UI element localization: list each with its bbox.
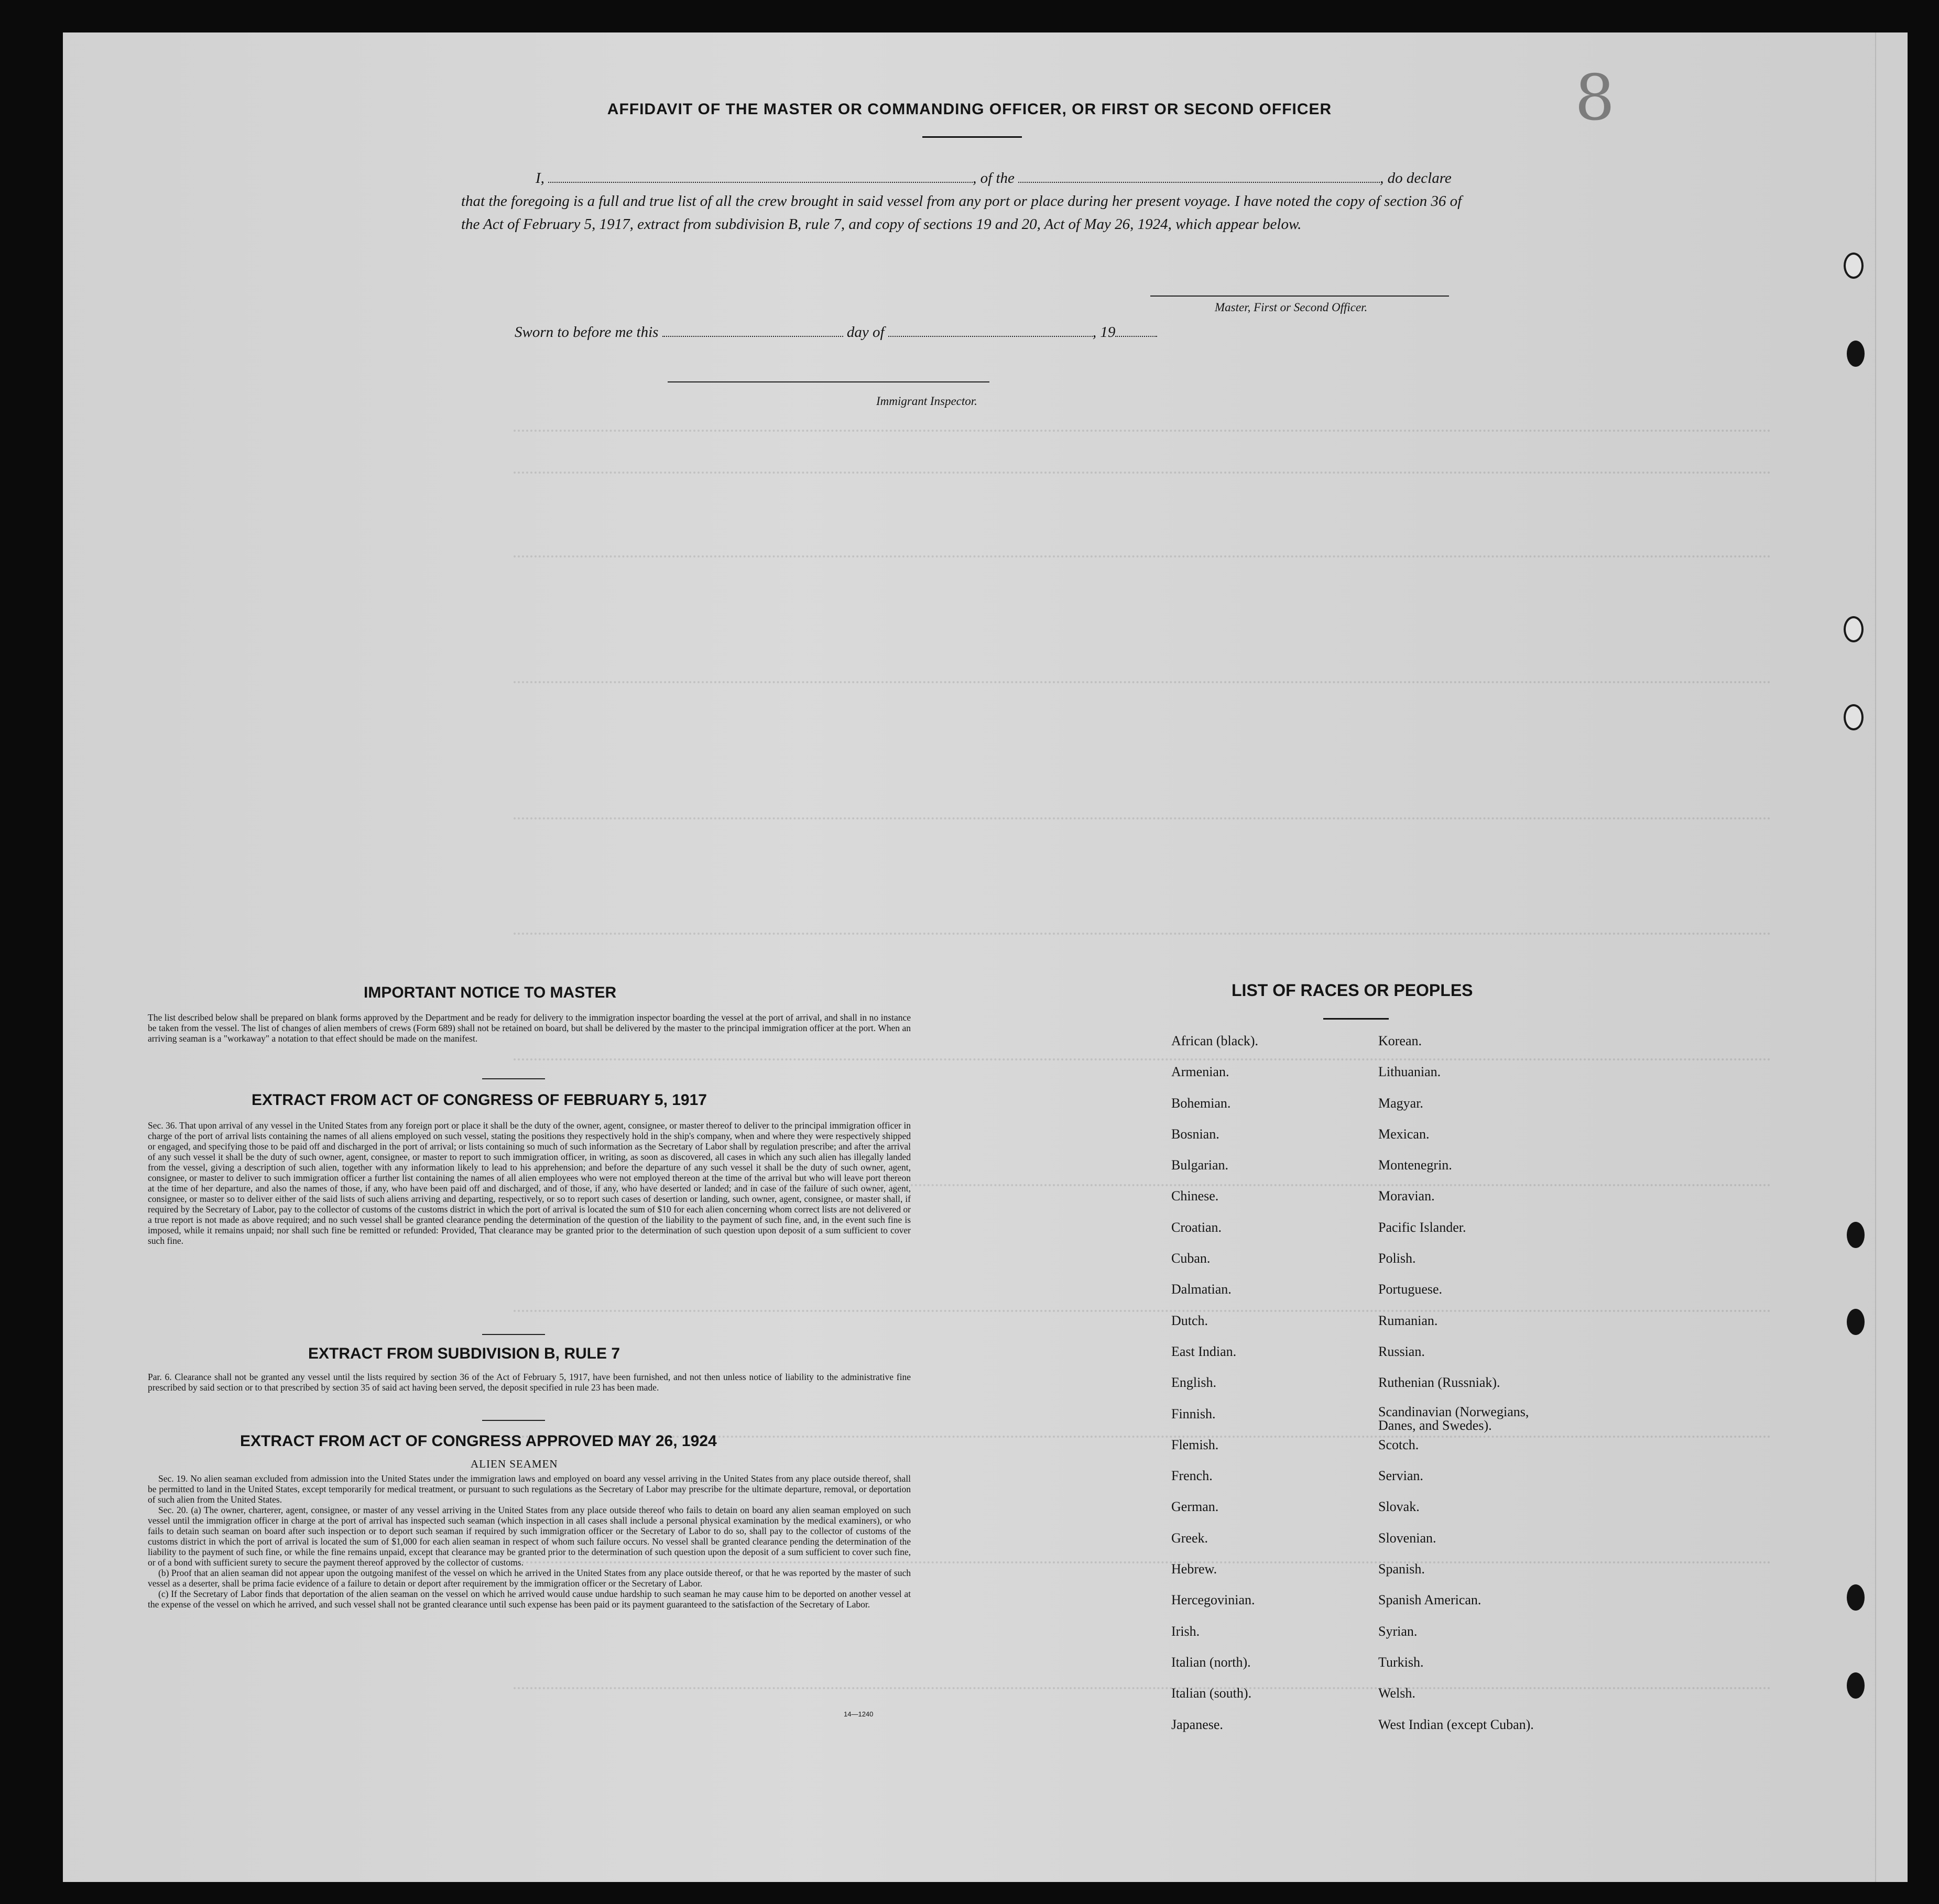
race-item: English.: [1171, 1375, 1216, 1391]
day-of-label: day of: [846, 324, 885, 341]
race-item: Dalmatian.: [1171, 1282, 1232, 1297]
declaration-line: [461, 167, 1478, 190]
extract-1924-text: [148, 1473, 911, 1610]
race-item: Hebrew.: [1171, 1561, 1217, 1577]
race-item: Japanese.: [1171, 1716, 1223, 1732]
sworn-line: [515, 324, 1157, 341]
race-item: Finnish.: [1171, 1406, 1216, 1421]
race-item: German.: [1171, 1499, 1219, 1515]
divider: [482, 1078, 545, 1079]
binder-hole: [1847, 1672, 1865, 1699]
race-item: Mexican.: [1378, 1126, 1430, 1142]
title-underline: [922, 136, 1022, 138]
binder-hole: [1847, 1309, 1865, 1335]
bleed-through-line: [514, 1310, 1771, 1317]
name-blank: [548, 170, 973, 183]
race-item: Spanish American.: [1378, 1592, 1482, 1608]
race-item: West Indian (except Cuban).: [1378, 1716, 1534, 1732]
race-item: Scandinavian (Norwegians, Danes, and Swedes).: [1378, 1404, 1529, 1433]
alien-seamen-subtitle: ALIEN SEAMEN: [471, 1458, 558, 1470]
race-item: Flemish.: [1171, 1437, 1219, 1452]
extract-rule7-title: EXTRACT FROM SUBDIVISION B, RULE 7: [308, 1345, 620, 1362]
extract-1917-text: Sec. 36. That upon arrival of any vessel in the United States from any foreign port or place it shall be the duty of the owner, agent, consignee, or master thereof to deliver to the principal immigration officer in charge of the port of arrival lists containing the names of all aliens employed on such vessel, stating the positions they respectively hold in the ship's company, when and where they were respectively shipped or engaged, and specifying those to be paid off and discharged in the port of arrival; or lists containing so much of such information as the Secretary of Labor shall by regulation prescribe; and after the arrival of any such vessel it shall be the duty of such owner, agent, consignee, or master to report to such immigration officer, in writing, as soon as discovered, all cases in which any such alien has illegally landed from the vessel, giving a description of such alien, together with any information likely to lead to his apprehension; and before the departure of any such vessel it shall be the duty of such owner, agent, consignee, or master to deliver to such immigration officer a further list containing the names of all alien employees who were not employed thereon at the time of the arrival but who will leave port thereon at the time of her departure, and also the names of those, if any, who have been paid off and discharged, and of those, if any, who have deserted or landed; and in case of the failure of such owner, agent, consignee, or master so to deliver either of the said lists of such aliens arriving and departing, respectively, or so to report such cases of desertion or landing, such owner, agent, consignee, or master shall, if required by the Secretary of Labor, pay to the collector of customs of the customs district in which the port of arrival is located the sum of $10 for each alien concerning whom correct lists are not delivered or a true report is not made as above required; and no such vessel shall be granted clearance pending the determination of the question of the liability to the payment of such fine, and, in the event such fine is imposed, while it remains unpaid; nor shall such fine be remitted or refunded: Provided, That clearance may be granted prior to the determination of such question upon deposit of a sum sufficient to cover such fine.: [148, 1120, 911, 1246]
sworn-prefix: Sworn to before me this: [515, 324, 659, 341]
race-item: Dutch.: [1171, 1312, 1208, 1328]
races-left-column: [1171, 1032, 1258, 1747]
bleed-through-line: [514, 1687, 1771, 1694]
race-item: Montenegrin.: [1378, 1157, 1452, 1173]
inspector-caption: Immigrant Inspector.: [876, 395, 977, 408]
i-label: I,: [536, 170, 544, 187]
bleed-through-line: [514, 1058, 1771, 1066]
vessel-blank: [1018, 170, 1380, 183]
year-label: , 19: [1092, 324, 1116, 341]
race-item: Welsh.: [1378, 1686, 1415, 1701]
section-19: Sec. 19. No alien seaman excluded from admission into the United States under the immigration laws and employed on board any vessel arriving in the United States from any place outside thereof, shall be permitted to land in the United States, except temporarily for medical treatment, or pursuant to such regulations as the Secretary of Labor may prescribe for the ultimate departure, removal, or deportation of such alien from the United States.: [148, 1473, 911, 1505]
bleed-through-line: [514, 472, 1771, 479]
year-blank: [1115, 324, 1157, 337]
form-number: 14—1240: [844, 1710, 874, 1718]
race-item: Italian (south).: [1171, 1686, 1252, 1701]
race-item: Russian.: [1378, 1343, 1425, 1359]
race-item: Cuban.: [1171, 1251, 1211, 1266]
bleed-through-line: [514, 681, 1771, 688]
handwritten-page-number: 8: [1575, 62, 1615, 135]
divider: [482, 1420, 545, 1421]
binder-hole: [1847, 1222, 1865, 1248]
extract-rule7-text: Par. 6. Clearance shall not be granted any vessel until the lists required by section 36 of the Act of February 5, 1917, have been furnished, and not then unless notice of liability to the administrative fine prescribed by said section or to that prescribed by section 35 of said act having been served, the deposit specified in rule 23 has been made.: [148, 1372, 911, 1393]
day-blank: [662, 324, 843, 337]
race-item: Italian (north).: [1171, 1654, 1251, 1670]
race-item: Rumanian.: [1378, 1312, 1438, 1328]
extract-1917-title: EXTRACT FROM ACT OF CONGRESS OF FEBRUARY 5, 1917: [252, 1091, 707, 1109]
page-edge: [1875, 32, 1908, 1882]
race-item: Turkish.: [1378, 1654, 1424, 1670]
race-item: African (black).: [1171, 1033, 1259, 1048]
race-item: Bulgarian.: [1171, 1157, 1229, 1173]
race-item: Spanish.: [1378, 1561, 1425, 1577]
race-item: Bosnian.: [1171, 1126, 1219, 1142]
bleed-through-line: [514, 817, 1771, 825]
section-20b: (b) Proof that an alien seaman did not appear upon the outgoing manifest of the vessel on which he arrived in the United States from any place outside thereof, or that he was reported by the master of such vessel as a deserter, shall be prima facie evidence of a failure to detain or deport after requirement by the immigration officer or the Secretary of Labor.: [148, 1568, 911, 1589]
races-underline: [1323, 1018, 1389, 1020]
race-item: Armenian.: [1171, 1064, 1229, 1080]
inspector-signature-line: [668, 381, 989, 382]
race-item: Greek.: [1171, 1530, 1208, 1546]
notice-text: The list described below shall be prepared on blank forms approved by the Department and be ready for delivery to the immigration inspector boarding the vessel at the port of arrival, and shall in no instance be taken from the vessel. The list of changes of alien members of crews (Form 689) shall not be retained on board, but shall be delivered by the master to the principal immigration officer at the port. When an arriving seaman is a "workaway" a notation to that effect should be made on the manifest.: [148, 1012, 911, 1044]
binder-hole: [1847, 1584, 1865, 1611]
race-item: Ruthenian (Russniak).: [1378, 1375, 1500, 1391]
binder-hole: [1844, 253, 1864, 279]
race-item: Servian.: [1378, 1468, 1423, 1484]
of-the-label: , of the: [973, 170, 1015, 187]
month-blank: [888, 324, 1093, 337]
master-signature-line: [1150, 296, 1449, 297]
binder-hole: [1844, 704, 1864, 730]
race-item: Hercegovinian.: [1171, 1592, 1255, 1608]
race-item: Irish.: [1171, 1623, 1200, 1639]
race-item: Croatian.: [1171, 1219, 1222, 1235]
race-item: Bohemian.: [1171, 1095, 1231, 1111]
section-20a: Sec. 20. (a) The owner, charterer, agent, consignee, or master of any vessel arriving in the United States from any place outside thereof who fails to detain on board any alien seaman employed on such vessel until the immigration officer in charge at the port of arrival has inspected such seaman (which inspection in all cases shall include a personal physical examination by the medical examiners), or who fails to detain such seaman on board after such inspection or to deport such seaman if required by such immigration officer or the Secretary of Labor to do so, shall pay to the collector of customs of the customs district in which the port of arrival is located the sum of $1,000 for each alien seaman in respect of whom such failure occurs. No vessel shall be granted clearance pending the determination of the liability to the payment of such fine, or while the fine remains unpaid, except that clearance may be granted prior to the determination of such question upon the deposit of a sum sufficient to cover such fine, or of a bond with sufficient surety to secure the payment thereof approved by the collector of customs.: [148, 1505, 911, 1568]
race-item: Pacific Islander.: [1378, 1219, 1466, 1235]
bleed-through-line: [514, 933, 1771, 940]
bleed-through-line: [514, 430, 1771, 437]
bleed-through-line: [514, 555, 1771, 563]
race-item: Magyar.: [1378, 1095, 1423, 1111]
race-item: Syrian.: [1378, 1623, 1418, 1639]
race-item: Polish.: [1378, 1251, 1416, 1266]
race-item: Portuguese.: [1378, 1282, 1443, 1297]
notice-title: IMPORTANT NOTICE TO MASTER: [364, 984, 617, 1001]
affidavit-title: AFFIDAVIT OF THE MASTER OR COMMANDING OFFICER, OR FIRST OR SECOND OFFICER: [607, 101, 1332, 118]
races-right-column: [1378, 1032, 1567, 1747]
race-item: French.: [1171, 1468, 1213, 1484]
race-item: East Indian.: [1171, 1343, 1237, 1359]
affidavit-body: [461, 167, 1478, 236]
race-item: Slovenian.: [1378, 1530, 1436, 1546]
section-20c: (c) If the Secretary of Labor finds that deportation of the alien seaman on the vessel on which he arrived would cause undue hardship to such seaman he may cause him to be deported on another vessel at the expense of the vessel on which he arrived, and such vessel shall not be granted clearance until such expense has been paid or its payment guaranteed to the satisfaction of the Secretary of Labor.: [148, 1589, 911, 1610]
master-caption: Master, First or Second Officer.: [1215, 301, 1368, 314]
race-item: Moravian.: [1378, 1188, 1435, 1204]
race-item: Lithuanian.: [1378, 1064, 1441, 1080]
binder-hole: [1847, 341, 1865, 367]
divider: [482, 1334, 545, 1335]
binder-hole: [1844, 616, 1864, 642]
extract-1924-title: EXTRACT FROM ACT OF CONGRESS APPROVED MAY 26, 1924: [240, 1432, 717, 1450]
race-item: Slovak.: [1378, 1499, 1420, 1515]
affidavit-text: that the foregoing is a full and true list of all the crew brought in said vessel from any port or place during her present voyage. I have noted the copy of section 36 of the Act of February 5, 1917, extract from subdivision B, rule 7, and copy of sections 19 and 20, Act of May 26, 1924, which appear below.: [461, 193, 1462, 233]
do-declare-label: , do declare: [1380, 170, 1452, 187]
race-item: Korean.: [1378, 1033, 1422, 1048]
race-item: Chinese.: [1171, 1188, 1219, 1204]
races-title: LIST OF RACES OR PEOPLES: [1232, 981, 1473, 1000]
race-item: Scotch.: [1378, 1437, 1419, 1452]
